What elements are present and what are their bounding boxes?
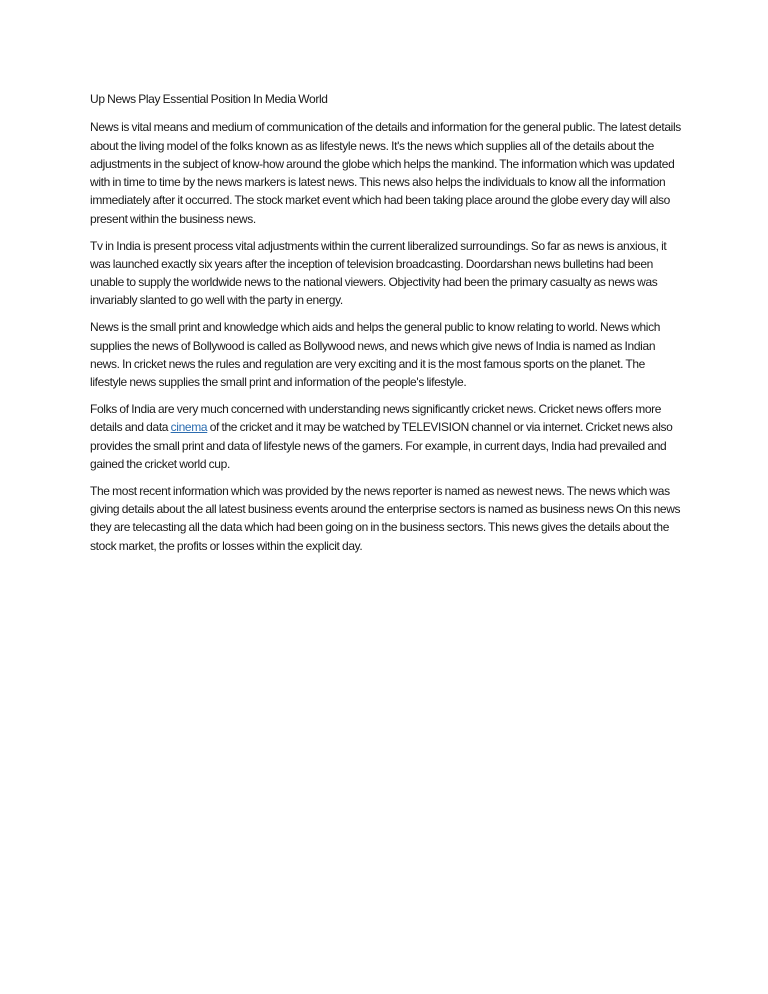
paragraph-3: News is the small print and knowledge which aids and helps the general public to know relating to world. News which supplies the news of Bollywood is called as Bollywood news, and news which give news of India is named as Indian news. In cricket news the rules and regulation are very exciting and it is the most famous sports on the planet. The lifestyle news supplies the small print and information of the people's lifestyle. xyxy=(90,320,661,390)
paragraph-5: The most recent information which was provided by the news reporter is named as newest news. The news which was giving details about the all latest business events around the enterprise sectors is named as business news On this news they are telecasting all the data which had been going on in the business sectors. This news gives the details about the stock market, the profits or losses within the explicit day. xyxy=(90,483,681,553)
document-title: Up News Play Essential Position In Media World xyxy=(90,92,328,106)
cinema-link[interactable]: cinema xyxy=(170,420,208,435)
paragraph-1: News is vital means and medium of communication of the details and information for the general public. The latest details about the living model of the folks known as as lifestyle news. It's the news which supplies all of the details about the adjustments in the subject of know-how around the globe which helps the mankind. The information which was updated with in time to time by the news markers is latest news. This news also helps the individuals to know all the information immediately after it occurred. The stock market event which had been taking place around the globe every day will also present within the business news. xyxy=(90,120,681,226)
document-body xyxy=(90,90,682,563)
paragraph-4-text-before: Folks of India are very much concerned with understanding news significantly cricket news. Cricket news offers more details and data xyxy=(90,401,662,435)
paragraph-4-text-after: of the cricket and it may be watched by TELEVISION channel or via internet. Cricket news also provides the small print and data of lifestyle news of the gamers. For example, in current days, India had prevailed and gained the cricket world cup. xyxy=(90,420,673,471)
paragraph-2: Tv in India is present process vital adjustments within the current liberalized surroundings. So far as news is anxious, it was launched exactly six years after the inception of television broadcasting. Doordarshan news bulletins had been unable to supply the worldwide news to the national viewers. Objectivity had been the primary casualty as news was invariably slanted to go well with the party in energy. xyxy=(90,238,667,308)
paragraph-4 xyxy=(90,400,682,473)
